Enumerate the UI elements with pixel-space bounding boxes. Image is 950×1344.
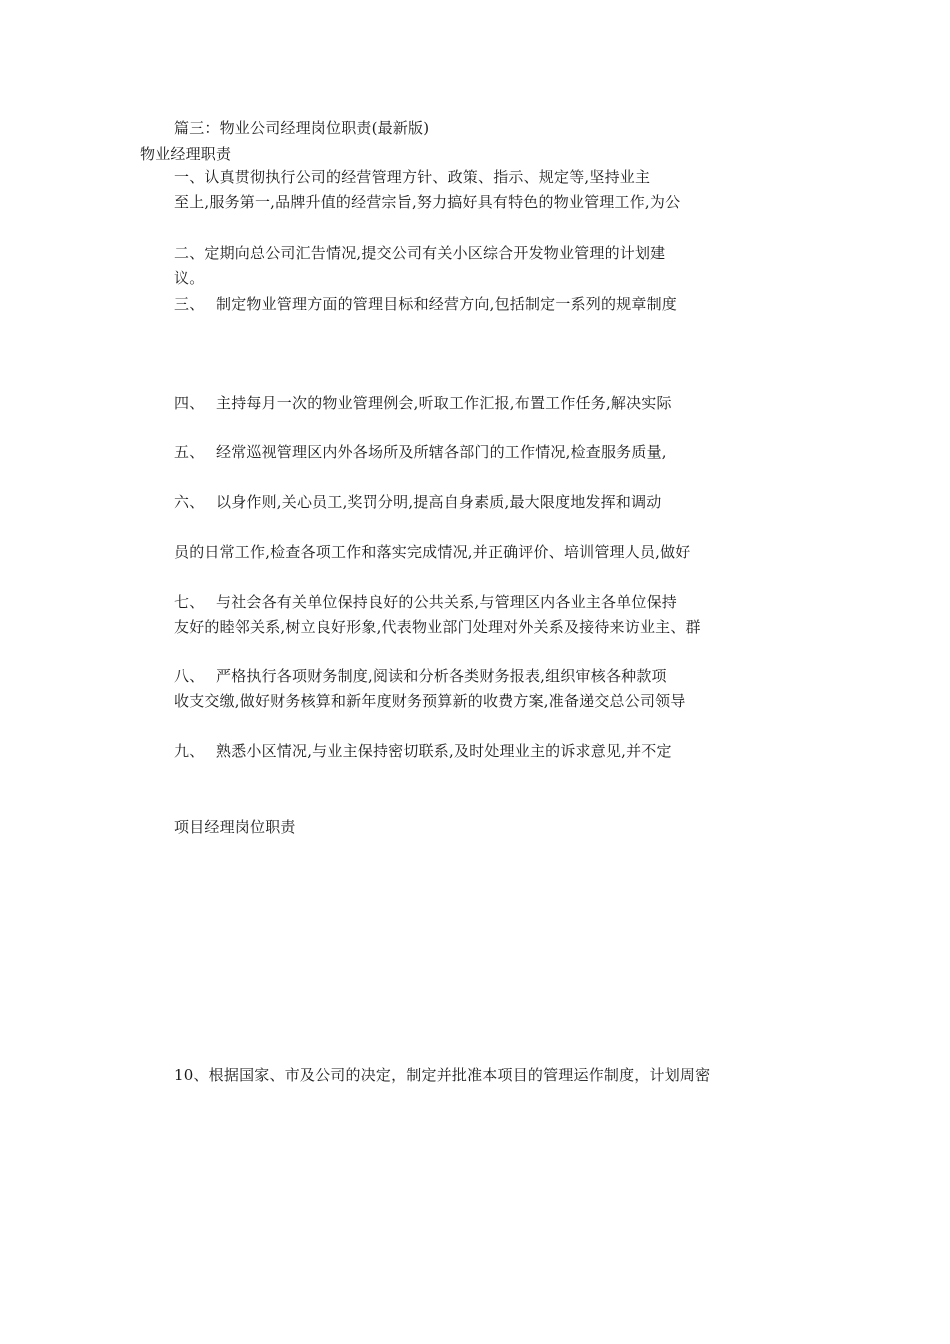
section-title-property-manager: 物业经理职责 [140,145,232,163]
duty-line-6 [174,492,661,512]
duty-line-10: 10、根据国家、市及公司的决定，制定并批准本项目的管理运作制度，计划周密 [174,1066,711,1084]
duty-line-1: 一、认真贯彻执行公司的经营管理方针、政策、指示、规定等,坚持业主 [174,168,651,186]
duty-line-2-cont: 议。 [174,269,205,287]
duty-number: 九、 [174,742,205,760]
duty-line-3 [174,294,677,314]
duty-line-1-cont: 至上,服务第一,品牌升值的经营宗旨,努力搞好具有特色的物业管理工作,为公 [174,193,681,211]
duty-text: 主持每月一次的物业管理例会,听取工作汇报,布置工作任务,解决实际 [216,394,672,412]
duty-line-2: 二、定期向总公司汇告情况,提交公司有关小区综合开发物业管理的计划建 [174,244,666,262]
duty-number: 七、 [174,593,205,611]
duty-line-7-cont: 友好的睦邻关系,树立良好形象,代表物业部门处理对外关系及接待来访业主、群 [174,618,701,636]
duty-number: 五、 [174,443,205,461]
duty-line-8-cont: 收支交缴,做好财务核算和新年度财务预算新的收费方案,准备递交总公司领导 [174,692,686,710]
duty-line-6-cont: 员的日常工作,检查各项工作和落实完成情况,并正确评价、培训管理人员,做好 [174,543,691,561]
duty-text: 与社会各有关单位保持良好的公共关系,与管理区内各业主各单位保持 [216,593,677,611]
duty-line-5 [174,442,667,462]
duty-text: 经常巡视管理区内外各场所及所辖各部门的工作情况,检查服务质量, [216,443,667,461]
duty-number: 四、 [174,394,205,412]
duty-text: 严格执行各项财务制度,阅读和分析各类财务报表,组织审核各种款项 [216,667,667,685]
duty-line-8 [174,666,667,686]
duty-line-9 [174,741,672,761]
duty-number: 六、 [174,493,205,511]
document-heading: 篇三：物业公司经理岗位职责(最新版) [174,119,430,137]
duty-text: 以身作则,关心员工,奖罚分明,提高自身素质,最大限度地发挥和调动 [216,493,662,511]
duty-number: 三、 [174,295,205,313]
duty-line-7 [174,592,677,612]
duty-text: 制定物业管理方面的管理目标和经营方向,包括制定一系列的规章制度 [216,295,677,313]
section-title-project-manager: 项目经理岗位职责 [174,818,296,836]
duty-line-4 [174,393,672,413]
duty-number: 八、 [174,667,205,685]
duty-text: 熟悉小区情况,与业主保持密切联系,及时处理业主的诉求意见,并不定 [216,742,672,760]
